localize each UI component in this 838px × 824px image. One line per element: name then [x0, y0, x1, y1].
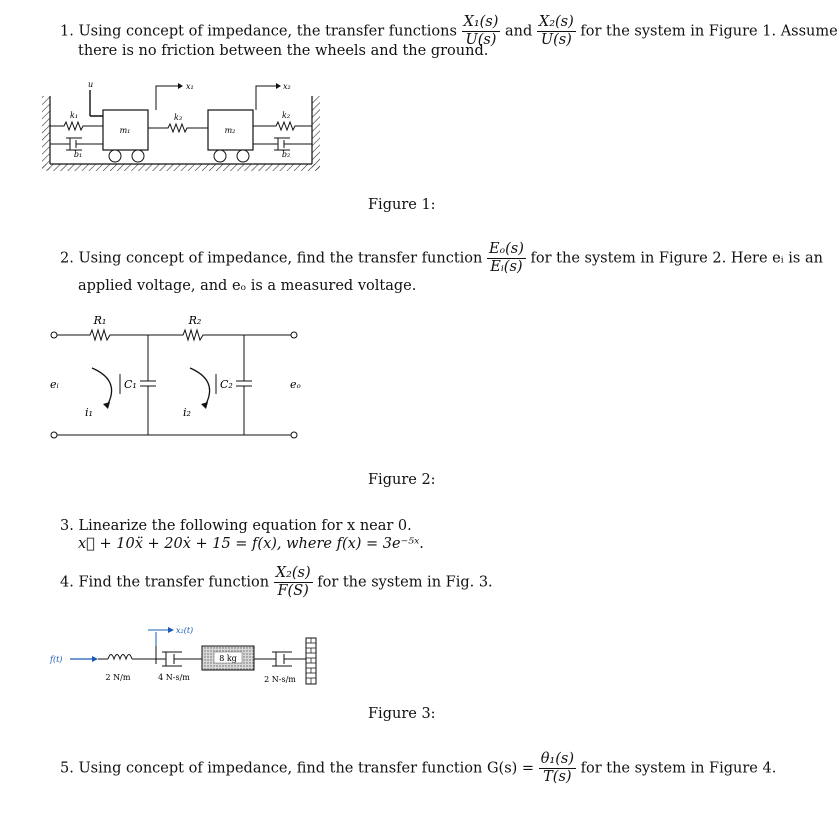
- figure-2-caption: Figure 2:: [368, 472, 436, 488]
- mass-label: 8 kg: [219, 654, 237, 663]
- damper-2nsm: [254, 652, 306, 666]
- damper-b1: [50, 138, 103, 150]
- question-4-line-1: [60, 566, 493, 599]
- question-1-lead: Using concept of impedance, the transfer functions: [78, 23, 457, 40]
- terminal-top-right: [291, 332, 297, 338]
- question-3-lead: Linearize the following equation for x near 0.: [78, 518, 412, 534]
- question-2-line-1: [60, 242, 823, 275]
- question-4-number: 4.: [60, 574, 74, 591]
- question-5-number: 5.: [60, 760, 74, 777]
- k1-label: k₁: [69, 111, 79, 120]
- ei-label: eᵢ: [50, 378, 59, 391]
- fraction-x2-f: [274, 566, 313, 599]
- m2-label: m₂: [224, 126, 236, 135]
- fraction-x2-denominator: U(s): [540, 32, 572, 49]
- question-1-line-2: there is no friction between the wheels and the ground.: [78, 43, 489, 59]
- capacitor-c2: [236, 335, 252, 435]
- u-label: u: [88, 80, 94, 89]
- figure-1-caption: Figure 1:: [368, 197, 436, 213]
- fraction-x2-numerator: X₂(s): [537, 15, 576, 32]
- mass-1-wheel-right: [132, 150, 144, 162]
- question-5-line-1: [60, 752, 776, 785]
- current-i2-arrow: [190, 368, 210, 404]
- x1-label: x₁: [186, 82, 194, 91]
- ground: [42, 164, 320, 171]
- mass-2-wheel-left: [214, 150, 226, 162]
- spring-label: 2 N/m: [105, 673, 131, 682]
- figure-2-circuit: [40, 308, 310, 448]
- mass-1-wheel-left: [109, 150, 121, 162]
- x2-label: x₂: [283, 82, 291, 91]
- question-4-lead: Find the transfer function: [78, 574, 270, 591]
- fraction-x1-denominator: U(s): [465, 32, 497, 49]
- spring-k3: [148, 124, 208, 132]
- figure-3-caption: Figure 3:: [368, 706, 436, 722]
- terminal-top-left: [51, 332, 57, 338]
- input-u-line: [90, 90, 103, 116]
- x1-arrowhead: [178, 83, 183, 89]
- fraction-x2-f-numerator: X₂(s): [274, 566, 313, 583]
- r1-label: R₁: [93, 314, 107, 327]
- force-label: f(t): [50, 655, 63, 664]
- right-wall: [312, 96, 320, 170]
- fraction-eo-ei: [487, 242, 526, 275]
- question-5-trail: for the system in Figure 4.: [580, 760, 777, 777]
- question-2-number: 2.: [60, 250, 74, 267]
- m1-label: m₁: [119, 126, 131, 135]
- spring-2nm: [98, 655, 156, 660]
- fraction-theta-t: [539, 752, 576, 785]
- terminal-bottom-right: [291, 432, 297, 438]
- resistor-r1: [57, 330, 148, 340]
- left-wall: [42, 96, 50, 170]
- resistor-r2: [148, 330, 291, 340]
- b2-label: b₂: [281, 150, 291, 159]
- c2-label: C₂: [220, 378, 233, 391]
- x1-indicator: [156, 86, 178, 110]
- damper-4nsm: [156, 652, 202, 666]
- terminal-bottom-left: [51, 432, 57, 438]
- k3-label: k₃: [173, 113, 183, 122]
- figure-3-diagram: [48, 620, 328, 692]
- spring-k2: [253, 122, 312, 130]
- question-3-equation: x⃛ + 10ẍ + 20ẋ + 15 = f(x), where f(x) = 3e⁻⁵ˣ.: [78, 536, 424, 552]
- k2-label: k₂: [281, 111, 291, 120]
- capacitor-c1: [140, 335, 156, 435]
- question-1-and: and: [505, 23, 533, 40]
- i1-label: i₁: [85, 406, 93, 419]
- mass-2-wheel-right: [237, 150, 249, 162]
- damper-2-label: 2 N-s/m: [264, 675, 296, 684]
- question-3-number: 3.: [60, 518, 74, 534]
- fraction-x2-f-denominator: F(S): [277, 583, 309, 600]
- question-2-trail: for the system in Figure 2. Here eᵢ is an: [530, 250, 823, 267]
- question-2-lead: Using concept of impedance, find the transfer function: [78, 250, 483, 267]
- x2-arrowhead: [276, 83, 281, 89]
- fraction-theta-numerator: θ₁(s): [539, 752, 576, 769]
- b1-label: b₁: [73, 150, 83, 159]
- i2-label: i₂: [183, 406, 191, 419]
- question-4-trail: for the system in Fig. 3.: [317, 574, 493, 591]
- x2-label: x₂(t): [176, 626, 194, 635]
- figure-1-diagram: [40, 78, 330, 178]
- x2-arrowhead: [168, 627, 174, 633]
- current-i1-arrowhead: [103, 402, 110, 409]
- r2-label: R₂: [188, 314, 202, 327]
- eo-label: eₒ: [290, 378, 301, 391]
- question-2-line-2: applied voltage, and eₒ is a measured voltage.: [78, 278, 417, 294]
- damper-b2: [253, 138, 312, 150]
- question-5-lead: Using concept of impedance, find the transfer function G(s) =: [78, 760, 535, 777]
- x2-indicator: [256, 86, 276, 110]
- spring-k1: [50, 122, 103, 130]
- force-arrowhead: [92, 656, 98, 662]
- question-1-trail: for the system in Figure 1. Assume: [580, 23, 838, 40]
- fraction-ei-denominator: Eᵢ(s): [490, 259, 523, 276]
- current-i2-arrowhead: [201, 402, 208, 409]
- fraction-eo-numerator: Eₒ(s): [487, 242, 526, 259]
- fraction-x1-numerator: X₁(s): [462, 15, 501, 32]
- question-1-number: 1.: [60, 23, 74, 40]
- fraction-t-denominator: T(s): [543, 769, 572, 786]
- question-3-line-1: [60, 518, 412, 534]
- fraction-x2-u: [537, 15, 576, 48]
- brick-wall: [306, 638, 316, 684]
- current-i1-arrow: [92, 368, 112, 404]
- c1-label: C₁: [124, 378, 137, 391]
- damper-1-label: 4 N-s/m: [158, 673, 190, 682]
